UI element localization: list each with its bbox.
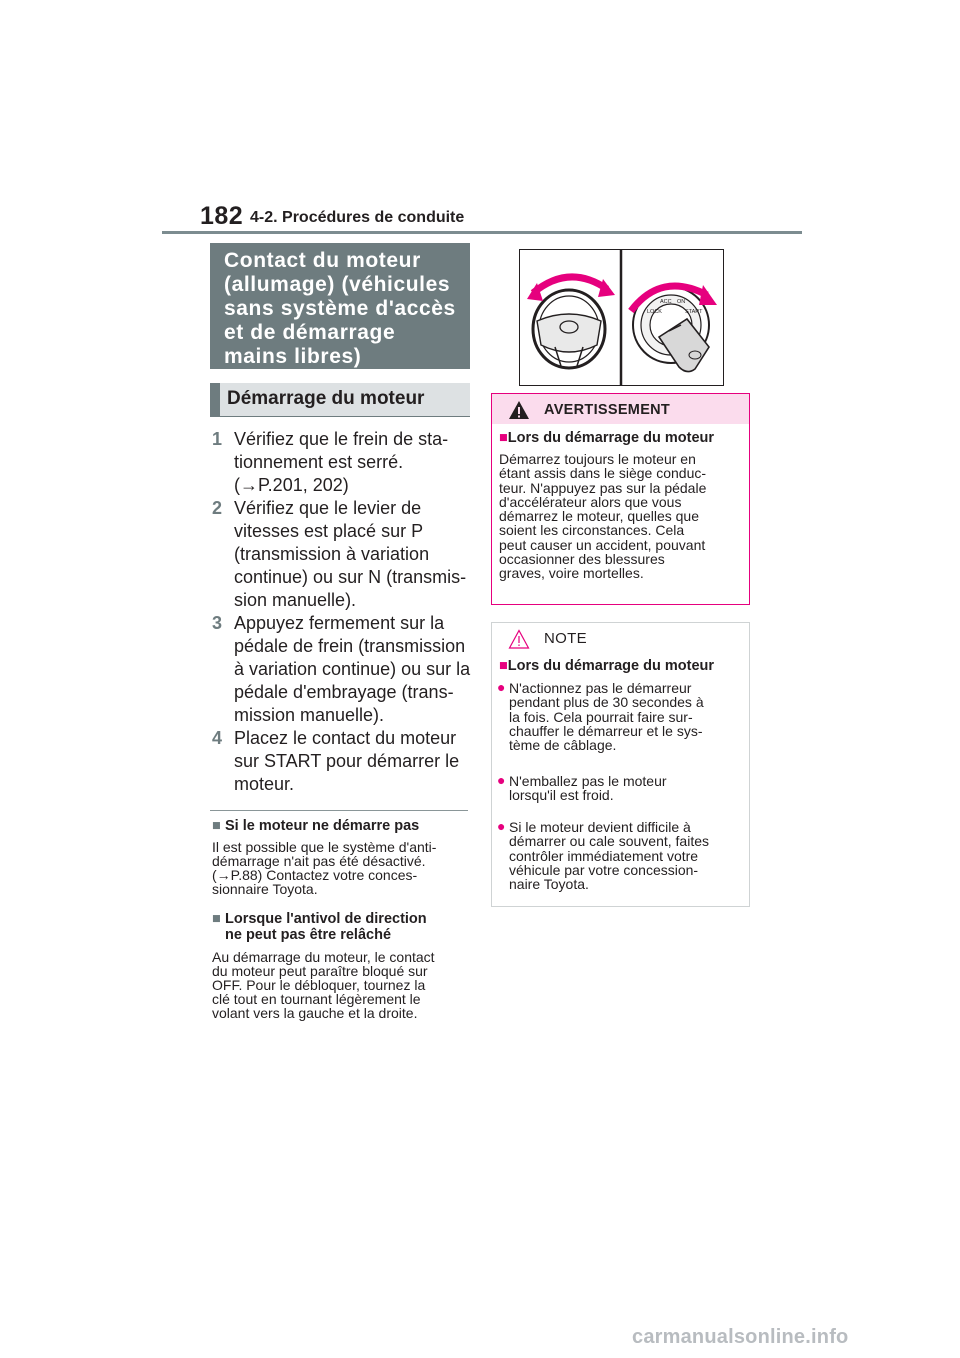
step-2 (212, 497, 474, 612)
topic-title-line: mains libres) (224, 345, 362, 368)
section-subheading: Démarrage du moteur (210, 383, 470, 417)
step-number: 3 (212, 613, 223, 633)
switch-position-label: ACC (660, 299, 672, 305)
topic-title-box (210, 243, 470, 369)
switch-position-label: ON (677, 299, 686, 305)
warning-box (491, 393, 750, 605)
topic-title-line: sans système d'accès (224, 297, 456, 320)
page-number: 182 (200, 202, 244, 230)
step-number: 1 (212, 429, 223, 449)
note-body: Il est possible que le système d'anti- démarrage n'ait pas été désactivé. (→P.88) Contactez votre conces- sionnaire Toyota. (212, 839, 437, 897)
switch-position-label: LOCK (647, 309, 662, 315)
step-3 (212, 612, 474, 727)
topic-title-line: Contact du moteur (224, 249, 421, 272)
square-bullet-icon: ■ (212, 911, 221, 927)
caution-triangle-icon (508, 629, 530, 649)
warning-title: AVERTISSEMENT (544, 402, 671, 418)
note-subheading-text: Lors du démarrage du moteur (507, 658, 715, 674)
step-number: 4 (212, 728, 223, 748)
round-bullet-icon: ● (497, 772, 506, 788)
step-text: Vérifiez que le levier de vitesses est placé sur P (transmission à variation continue) ou sur N (transmis- sion manuelle). (234, 498, 467, 610)
note-bullet-text: Si le moteur devient difficile à démarrer ou cale souvent, faites contrôler immédiatement votre véhicule par votre concession- naire Toyota. (509, 819, 709, 893)
round-bullet-icon: ● (497, 818, 506, 834)
step-text: Placez le contact du moteur sur START pour démarrer le moteur. (234, 728, 460, 794)
note-bullet (497, 820, 745, 891)
note-heading-text: Lorsque l'antivol de direction ne peut pas être relâché (225, 911, 427, 943)
warning-subheading-text: Lors du démarrage du moteur (507, 430, 715, 446)
note-subheading (499, 658, 714, 674)
step-text: Appuyez fermement sur la pédale de frein (transmission à variation continue) ou sur la pédale d'embrayage (trans- mission manuelle). (234, 613, 471, 725)
square-bullet-icon: ■ (212, 818, 221, 834)
warning-text: Démarrez toujours le moteur en étant assis dans le siège conduc- teur. N'appuyez pas sur la pédale d'accélérateur alors que vous démarrez le moteur, quelles que soient les circonstances. Cela peut causer un accident, pouvant occasionner des blessures graves, voire mortelles. (499, 451, 707, 582)
square-bullet-icon: ■ (499, 430, 508, 446)
step-1 (212, 428, 474, 497)
note-bullet-text: N'actionnez pas le démarreur pendant plus de 30 secondes à la fois. Cela pourrait faire sur- chauffer le démarreur et le sys- tème de câblage. (509, 680, 704, 754)
note-heading-text: Si le moteur ne démarre pas (225, 818, 420, 834)
topic-title-line: (allumage) (véhicules (224, 273, 451, 296)
square-bullet-icon: ■ (499, 658, 508, 674)
note-heading (212, 911, 474, 943)
note-box (491, 622, 750, 907)
section-title: 4-2. Procédures de conduite (250, 209, 465, 226)
switch-position-label: START (685, 309, 703, 315)
note-body: Au démarrage du moteur, le contact du moteur peut paraître bloqué sur OFF. Pour le débloquer, tournez la clé tout en tournant légèrement le volant vers la gauche et la droite. (212, 949, 435, 1021)
site-watermark: carmanualsonline.info (632, 1326, 849, 1348)
topic-title-line: et de démarrage (224, 321, 396, 344)
steering-and-key-illustration (519, 249, 724, 386)
step-text: Vérifiez que le frein de sta- tionnement est serré. (→P.201, 202) (234, 429, 449, 495)
note-bullet-text: N'emballez pas le moteur lorsqu'il est froid. (509, 773, 667, 804)
warning-subheading (499, 430, 714, 446)
header-rule (162, 231, 802, 234)
step-4 (212, 727, 474, 796)
note-heading (212, 818, 474, 834)
note-bullet (497, 681, 745, 752)
note-title: NOTE (544, 630, 587, 647)
subheading-rule (210, 416, 470, 417)
note-header (492, 623, 749, 653)
note-bullet (497, 774, 745, 803)
notes-divider (210, 810, 468, 811)
step-number: 2 (212, 498, 223, 518)
round-bullet-icon: ● (497, 679, 506, 695)
warning-triangle-icon (508, 400, 530, 420)
